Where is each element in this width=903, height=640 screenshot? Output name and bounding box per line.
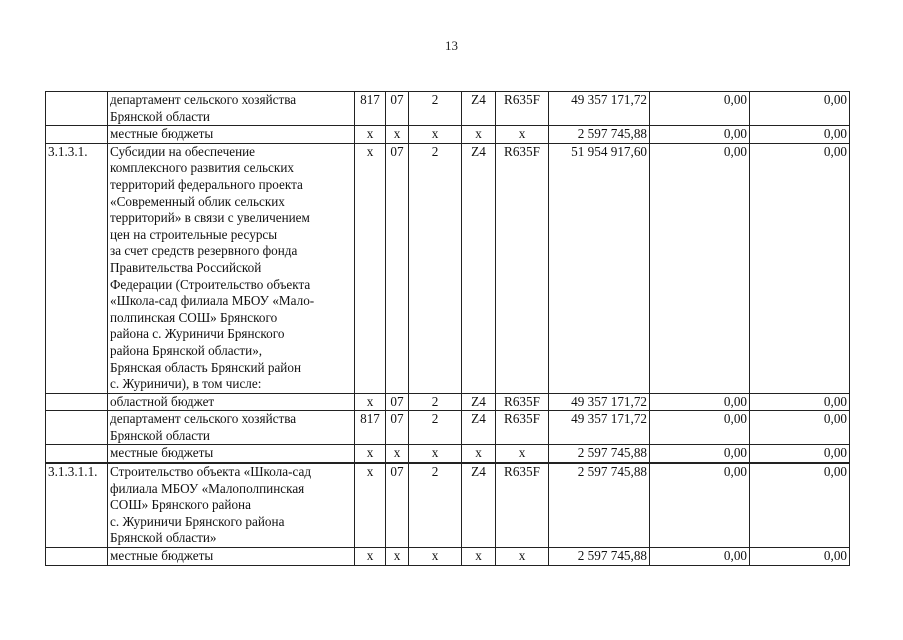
row-number xyxy=(46,126,108,144)
row-description-text: местные бюджеты xyxy=(110,548,214,564)
row-amount-1: 2 597 745,88 xyxy=(549,445,650,463)
row-grbs-code: 817 xyxy=(355,92,386,126)
table-row xyxy=(46,126,850,144)
row-section-code: 07 xyxy=(386,143,409,393)
table-row xyxy=(46,393,850,411)
row-section-code: х xyxy=(386,445,409,463)
page-number: 13 xyxy=(445,38,458,53)
row-description-text: Строительство объекта «Школа-сад филиала МБОУ «Малополпинская СОШ» Брянского района с. Журиничи Брянского района Брянской области» xyxy=(110,464,312,546)
row-target-code: R635F xyxy=(496,463,549,547)
row-amount-2: 0,00 xyxy=(650,411,750,445)
table-row xyxy=(46,445,850,463)
row-description-text: областной бюджет xyxy=(110,393,215,409)
row-amount-2: 0,00 xyxy=(650,548,750,566)
row-section-code: 07 xyxy=(386,393,409,411)
row-target-code: R635F xyxy=(496,92,549,126)
row-description xyxy=(108,126,355,144)
row-description xyxy=(108,393,355,411)
row-amount-2: 0,00 xyxy=(650,393,750,411)
table-row xyxy=(46,463,850,547)
row-target-code: R635F xyxy=(496,143,549,393)
row-description-text: местные бюджеты xyxy=(110,445,214,461)
row-grbs-code: х xyxy=(355,548,386,566)
row-grbs-code: х xyxy=(355,143,386,393)
row-program-code: х xyxy=(409,126,462,144)
row-grbs-code: х xyxy=(355,445,386,463)
row-amount-3: 0,00 xyxy=(750,126,850,144)
row-number: 3.1.3.1. xyxy=(46,143,108,393)
row-section-code: 07 xyxy=(386,411,409,445)
row-amount-3: 0,00 xyxy=(750,92,850,126)
row-section-code: х xyxy=(386,126,409,144)
row-amount-3: 0,00 xyxy=(750,463,850,547)
row-project-code: х xyxy=(462,445,496,463)
row-program-code: 2 xyxy=(409,143,462,393)
row-project-code: Z4 xyxy=(462,393,496,411)
row-target-code: х xyxy=(496,445,549,463)
row-section-code: 07 xyxy=(386,463,409,547)
row-section-code: 07 xyxy=(386,92,409,126)
row-program-code: 2 xyxy=(409,393,462,411)
row-program-code: х xyxy=(409,548,462,566)
row-project-code: Z4 xyxy=(462,411,496,445)
row-program-code: 2 xyxy=(409,92,462,126)
row-amount-2: 0,00 xyxy=(650,143,750,393)
budget-table xyxy=(45,91,850,566)
row-target-code: R635F xyxy=(496,393,549,411)
row-description-text: Субсидии на обеспечение комплексного развития сельских территорий федерального проекта «Современный облик сельских территорий» в связи с увеличением цен на строительные ресурсы за счет средств резервного фонда Правительства Российской Федерации (Строительство объекта «Школа-сад филиала МБОУ «Мало- полпинская СОШ» Брянского района с. Журиничи Брянского района Брянской области», Брянская область Брянский район с. Журиничи), в том числе: xyxy=(110,143,315,392)
table-row xyxy=(46,92,850,126)
row-number xyxy=(46,92,108,126)
row-amount-2: 0,00 xyxy=(650,92,750,126)
row-project-code: х xyxy=(462,548,496,566)
row-description-text: местные бюджеты xyxy=(110,126,214,142)
row-project-code: Z4 xyxy=(462,143,496,393)
row-target-code: х xyxy=(496,548,549,566)
row-description-text: департамент сельского хозяйства Брянской области xyxy=(110,411,297,443)
row-program-code: х xyxy=(409,445,462,463)
row-target-code: х xyxy=(496,126,549,144)
row-amount-1: 51 954 917,60 xyxy=(549,143,650,393)
row-project-code: Z4 xyxy=(462,92,496,126)
row-program-code: 2 xyxy=(409,411,462,445)
row-amount-1: 2 597 745,88 xyxy=(549,126,650,144)
table-body xyxy=(46,92,850,566)
row-project-code: х xyxy=(462,126,496,144)
row-program-code: 2 xyxy=(409,463,462,547)
row-description xyxy=(108,445,355,463)
row-number xyxy=(46,445,108,463)
row-amount-2: 0,00 xyxy=(650,463,750,547)
row-amount-1: 49 357 171,72 xyxy=(549,393,650,411)
row-description xyxy=(108,143,355,393)
row-amount-2: 0,00 xyxy=(650,126,750,144)
row-amount-3: 0,00 xyxy=(750,445,850,463)
row-description xyxy=(108,92,355,126)
row-number xyxy=(46,548,108,566)
row-amount-3: 0,00 xyxy=(750,411,850,445)
row-number: 3.1.3.1.1. xyxy=(46,463,108,547)
row-grbs-code: х xyxy=(355,126,386,144)
table-row xyxy=(46,411,850,445)
row-project-code: Z4 xyxy=(462,463,496,547)
row-grbs-code: х xyxy=(355,393,386,411)
row-grbs-code: 817 xyxy=(355,411,386,445)
row-amount-1: 49 357 171,72 xyxy=(549,411,650,445)
row-amount-1: 2 597 745,88 xyxy=(549,548,650,566)
row-amount-2: 0,00 xyxy=(650,445,750,463)
table-row xyxy=(46,548,850,566)
row-amount-3: 0,00 xyxy=(750,143,850,393)
row-section-code: х xyxy=(386,548,409,566)
row-amount-3: 0,00 xyxy=(750,393,850,411)
row-description-text: департамент сельского хозяйства Брянской области xyxy=(110,92,297,124)
row-number xyxy=(46,393,108,411)
row-amount-1: 2 597 745,88 xyxy=(549,463,650,547)
row-description xyxy=(108,463,355,547)
row-grbs-code: х xyxy=(355,463,386,547)
row-description xyxy=(108,548,355,566)
row-description xyxy=(108,411,355,445)
row-target-code: R635F xyxy=(496,411,549,445)
table-row xyxy=(46,143,850,393)
row-amount-3: 0,00 xyxy=(750,548,850,566)
row-amount-1: 49 357 171,72 xyxy=(549,92,650,126)
row-number xyxy=(46,411,108,445)
